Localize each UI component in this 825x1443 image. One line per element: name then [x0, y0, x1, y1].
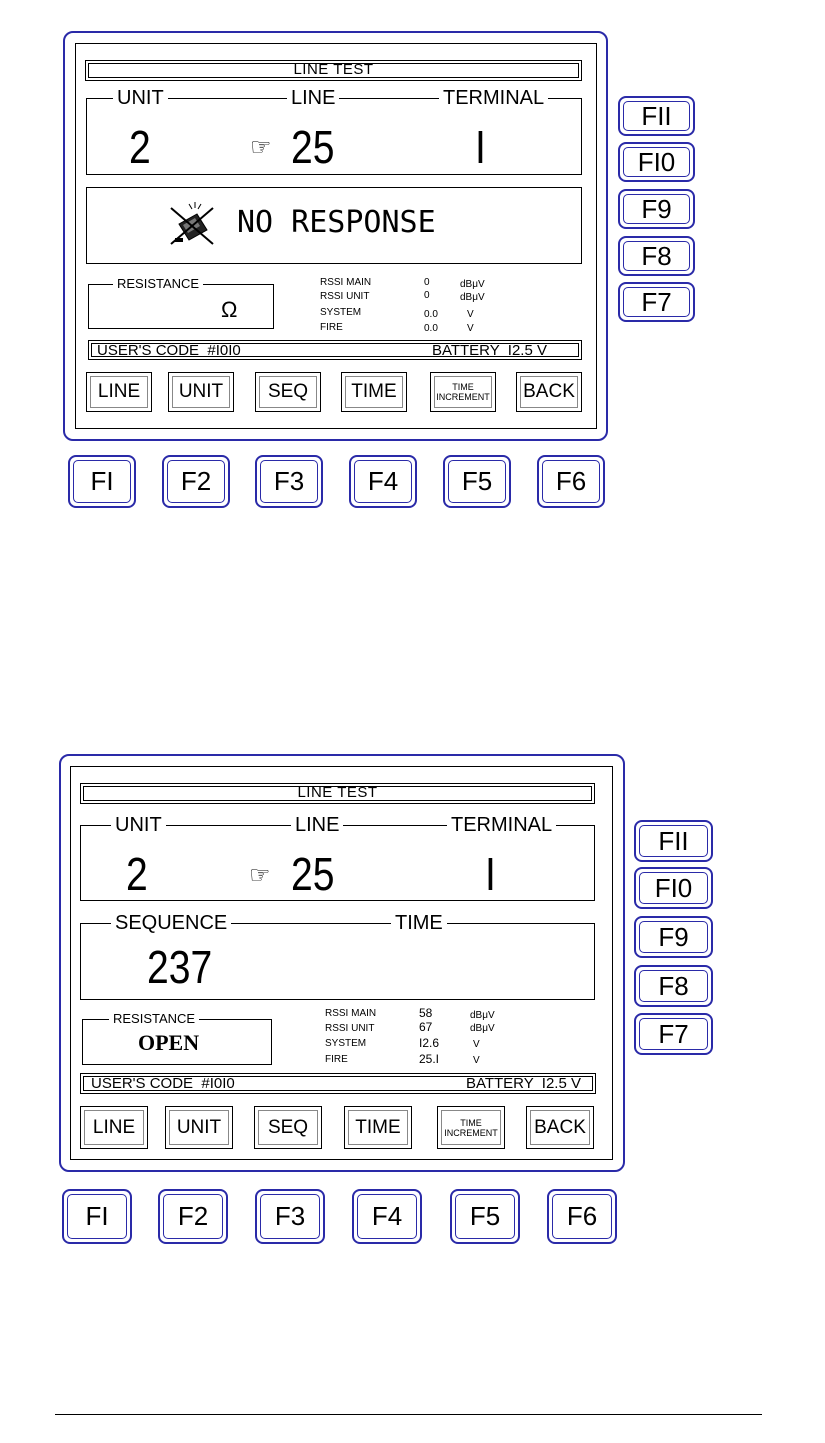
f11-button[interactable]	[618, 96, 695, 136]
f7-label: F7	[641, 286, 672, 317]
unit-label: UNIT	[113, 87, 168, 109]
f1-button[interactable]	[68, 455, 136, 508]
softkey-unit-label: UNIT	[178, 381, 224, 402]
line-value: 25	[291, 848, 335, 900]
softkey-seq[interactable]	[254, 1106, 322, 1149]
meas-unit: V	[473, 1039, 480, 1050]
resistance-label: RESISTANCE	[109, 1011, 199, 1026]
f11-label: FII	[658, 825, 689, 856]
f11-label: FII	[641, 100, 672, 131]
crossed-out-device-icon	[169, 200, 215, 248]
meas-unit: V	[473, 1055, 480, 1066]
softkey-time-increment-label-2: INCREMENT	[444, 1127, 498, 1138]
f2-label: F2	[180, 466, 212, 496]
unit-line-terminal-group	[86, 87, 582, 175]
softkey-back[interactable]	[516, 372, 582, 412]
unit-value: 2	[126, 848, 148, 900]
status-message: NO RESPONSE	[237, 205, 436, 240]
user-code: USER'S CODE #I0I0	[97, 342, 241, 359]
f8-label: F8	[641, 240, 672, 271]
sequence-time-group	[80, 912, 595, 1000]
status-bar	[80, 1073, 596, 1094]
meas-unit: dBμV	[460, 292, 485, 303]
meas-unit: dBμV	[470, 1023, 495, 1034]
softkey-time-increment[interactable]	[430, 372, 496, 412]
page-footer-rule	[55, 1414, 762, 1415]
meas-value: I2.6	[419, 1036, 440, 1050]
meas-value: 25.I	[419, 1052, 440, 1066]
meas-label: SYSTEM	[325, 1038, 367, 1049]
time-label: TIME	[391, 912, 447, 934]
line-value: 25	[291, 121, 335, 173]
f1-label: FI	[85, 1201, 109, 1231]
f1-button[interactable]	[62, 1189, 132, 1244]
f9-button[interactable]	[618, 189, 695, 229]
resistance-box	[88, 276, 274, 329]
pointing-hand-icon: ☞	[249, 862, 271, 889]
f9-button[interactable]	[634, 916, 713, 958]
f5-label: F5	[461, 466, 493, 496]
resistance-box	[82, 1011, 272, 1065]
softkey-time-increment-label-1: TIME	[452, 382, 474, 392]
softkey-back-label: BACK	[534, 1116, 586, 1138]
sequence-value: 237	[147, 941, 213, 993]
softkey-time[interactable]	[344, 1106, 412, 1149]
softkey-time-label: TIME	[351, 381, 397, 402]
f10-label: FI0	[637, 146, 676, 177]
f3-label: F3	[274, 1201, 306, 1231]
meas-value: 0.0	[424, 323, 438, 334]
f6-button[interactable]	[537, 455, 605, 508]
f3-label: F3	[273, 466, 305, 496]
meas-unit: V	[467, 309, 474, 320]
f11-button[interactable]	[634, 820, 713, 862]
softkey-seq-label: SEQ	[267, 1116, 309, 1138]
meas-label: RSSI MAIN	[320, 277, 372, 288]
f3-button[interactable]	[255, 455, 323, 508]
battery-status: BATTERY I2.5 V	[465, 1075, 581, 1092]
measurement-list	[320, 277, 500, 337]
f9-label: F9	[641, 193, 672, 224]
terminal-value: I	[475, 121, 486, 173]
softkey-line-label: LINE	[92, 1116, 136, 1138]
unit-value: 2	[129, 121, 151, 173]
message-area	[86, 187, 582, 264]
status-bar	[88, 340, 582, 360]
f4-label: F4	[371, 1201, 403, 1231]
pointing-hand-icon: ☞	[250, 134, 272, 161]
screen-title: LINE TEST	[85, 60, 582, 81]
softkey-time-increment[interactable]	[437, 1106, 505, 1149]
screen-title: LINE TEST	[80, 783, 595, 804]
f10-button[interactable]	[618, 142, 695, 182]
meas-value: 67	[419, 1020, 433, 1034]
softkey-unit[interactable]	[165, 1106, 233, 1149]
meas-label: FIRE	[325, 1054, 348, 1065]
unit-label: UNIT	[111, 814, 166, 836]
meas-label: RSSI UNIT	[325, 1023, 375, 1034]
meas-label: RSSI MAIN	[325, 1008, 377, 1019]
f10-label: FI0	[654, 872, 693, 903]
softkey-back[interactable]	[526, 1106, 594, 1149]
meas-value: 0	[424, 290, 430, 301]
terminal-label: TERMINAL	[439, 87, 548, 109]
unit-line-terminal-group	[80, 814, 595, 901]
softkey-time[interactable]	[341, 372, 407, 412]
f2-label: F2	[177, 1201, 209, 1231]
meas-label: SYSTEM	[320, 307, 362, 318]
meas-unit: dBμV	[460, 279, 485, 290]
f8-button[interactable]	[634, 965, 713, 1007]
sequence-label: SEQUENCE	[111, 912, 231, 934]
line-label: LINE	[287, 87, 339, 109]
battery-status: BATTERY I2.5 V	[431, 342, 547, 359]
softkey-time-increment-label-2: INCREMENT	[436, 392, 490, 402]
softkey-line[interactable]	[80, 1106, 148, 1149]
user-code: USER'S CODE #I0I0	[91, 1075, 235, 1092]
meas-unit: dBμV	[470, 1010, 495, 1021]
f4-button[interactable]	[349, 455, 417, 508]
resistance-label: RESISTANCE	[113, 276, 203, 291]
softkey-time-label: TIME	[355, 1116, 401, 1138]
f6-label: F6	[566, 1201, 598, 1231]
softkey-unit[interactable]	[168, 372, 234, 412]
terminal-label: TERMINAL	[447, 814, 556, 836]
meas-value: 58	[419, 1006, 433, 1020]
softkey-time-increment-label-1: TIME	[460, 1117, 482, 1128]
softkey-unit-label: UNIT	[176, 1116, 222, 1138]
f2-button[interactable]	[158, 1189, 228, 1244]
softkey-seq[interactable]	[255, 372, 321, 412]
f9-label: F9	[658, 921, 689, 952]
softkey-back-label: BACK	[523, 381, 575, 402]
line-label: LINE	[291, 814, 343, 836]
meas-value: 0.0	[424, 309, 438, 320]
meas-label: FIRE	[320, 322, 343, 333]
meas-label: RSSI UNIT	[320, 291, 370, 302]
meas-unit: V	[467, 323, 474, 334]
f8-label: F8	[658, 970, 689, 1001]
f5-label: F5	[469, 1201, 501, 1231]
softkey-seq-label: SEQ	[267, 381, 309, 402]
f3-button[interactable]	[255, 1189, 325, 1244]
softkey-line[interactable]	[86, 372, 152, 412]
softkey-line-label: LINE	[97, 381, 141, 402]
f1-label: FI	[90, 466, 114, 496]
f6-button[interactable]	[547, 1189, 617, 1244]
f2-button[interactable]	[162, 455, 230, 508]
f4-button[interactable]	[352, 1189, 422, 1244]
f5-button[interactable]	[443, 455, 511, 508]
measurement-list	[325, 1008, 515, 1068]
f7-label: F7	[658, 1018, 689, 1049]
resistance-value: Ω	[221, 297, 238, 322]
f8-button[interactable]	[618, 236, 695, 276]
f5-button[interactable]	[450, 1189, 520, 1244]
f7-button[interactable]	[634, 1013, 713, 1055]
terminal-value: I	[485, 848, 496, 900]
f6-label: F6	[555, 466, 587, 496]
f7-button[interactable]	[618, 282, 695, 322]
f10-button[interactable]	[634, 867, 713, 909]
meas-value: 0	[424, 277, 430, 288]
resistance-value: OPEN	[138, 1030, 200, 1055]
f4-label: F4	[367, 466, 399, 496]
